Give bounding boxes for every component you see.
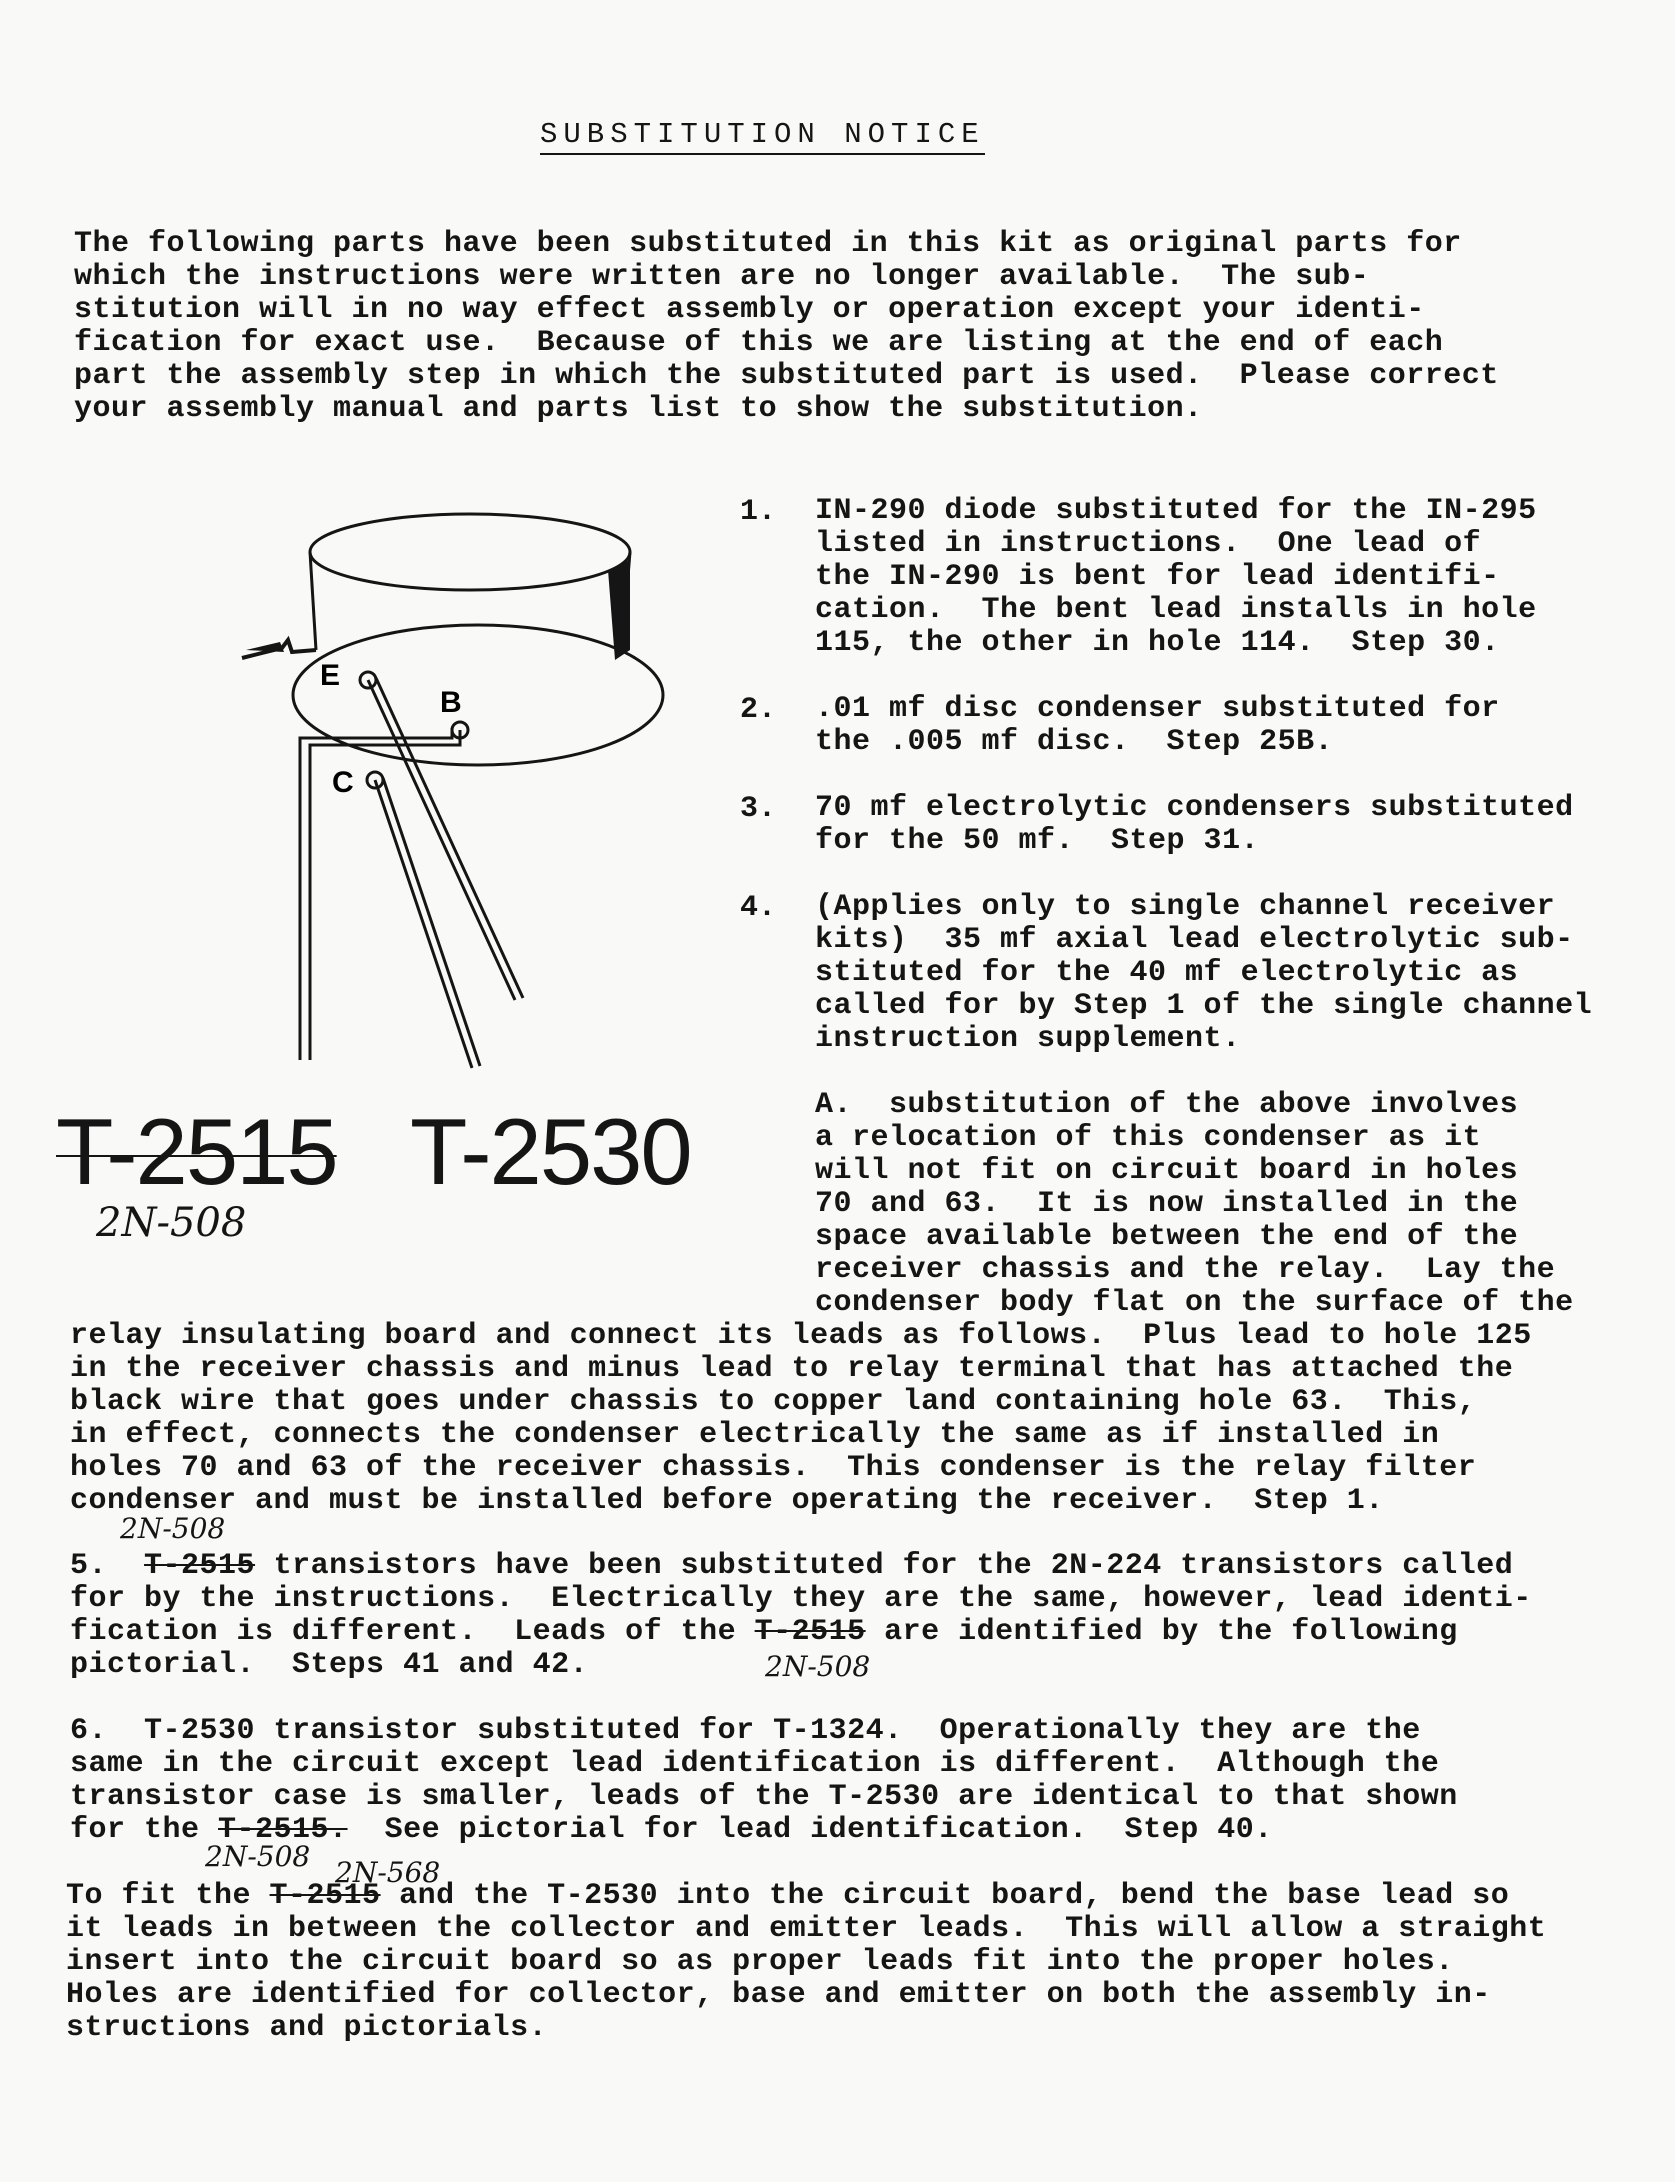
item-line xyxy=(70,1550,1513,1583)
item-line: 70 mf electrolytic condensers substituted xyxy=(815,791,1574,825)
handwritten-correction: 2N-508 xyxy=(120,1512,226,1545)
item-line: stituted for the 40 mf electrolytic as xyxy=(815,956,1519,990)
item-text: for the xyxy=(70,1813,219,1847)
item-line: kits) 35 mf axial lead electrolytic sub- xyxy=(815,923,1574,957)
item-line: receiver chassis and the relay. Lay the xyxy=(815,1253,1556,1287)
struck-part-number: T-2515 xyxy=(269,1879,381,1913)
closing-line: it leads in between the collector and emitter leads. This will allow a straight xyxy=(66,1912,1547,1946)
item-line: relay insulating board and connect its leads as follows. Plus lead to hole 125 xyxy=(70,1319,1532,1353)
intro-line: stitution will in no way effect assembly or operation except your identi- xyxy=(74,293,1425,327)
item-line: the IN-290 is bent for lead identifi- xyxy=(815,560,1500,594)
item-text: See pictorial for lead identification. Step 40. xyxy=(347,1813,1273,1847)
item-line: (Applies only to single channel receiver xyxy=(815,890,1556,924)
item-text: transistors have been substituted for the 2N-224 transistors called xyxy=(255,1549,1514,1583)
handwritten-correction: 2N-508 xyxy=(96,1200,247,1246)
item-line: for by the instructions. Electrically they are the same, however, lead identi- xyxy=(70,1582,1532,1616)
item-line: condenser body flat on the surface of the xyxy=(815,1286,1574,1320)
item-number: 2. xyxy=(740,693,777,727)
item-line xyxy=(70,1616,1458,1649)
closing-text: and the T-2530 into the circuit board, bend the base lead so xyxy=(380,1879,1510,1913)
item-line: A. substitution of the above involves xyxy=(815,1088,1519,1122)
item-number: 1. xyxy=(740,495,777,529)
item-line: space available between the end of the xyxy=(815,1220,1519,1254)
item-line: 70 and 63. It is now installed in the xyxy=(815,1187,1519,1221)
item-line: same in the circuit except lead identification is different. Although the xyxy=(70,1747,1440,1781)
closing-text: To fit the xyxy=(66,1879,270,1913)
item-line: condenser and must be installed before operating the receiver. Step 1. xyxy=(70,1484,1384,1518)
lead-b-label: B xyxy=(440,686,462,719)
item-line: in the receiver chassis and minus lead to relay terminal that has attached the xyxy=(70,1352,1514,1386)
struck-part-label: T-2515 xyxy=(56,1099,337,1204)
item-number: 5. xyxy=(70,1549,108,1583)
item-line: called for by Step 1 of the single channel xyxy=(815,989,1593,1023)
item-line: 6. T-2530 transistor substituted for T-1324. Operationally they are the xyxy=(70,1714,1421,1748)
lead-e-label: E xyxy=(320,659,341,692)
handwritten-correction: 2N-568 xyxy=(335,1856,441,1889)
item-line: for the 50 mf. Step 31. xyxy=(815,824,1260,858)
intro-line: fication for exact use. Because of this we are listing at the end of each xyxy=(74,326,1444,360)
item-line: 115, the other in hole 114. Step 30. xyxy=(815,626,1500,660)
item-line: listed in instructions. One lead of xyxy=(815,527,1482,561)
item-line: cation. The bent lead installs in hole xyxy=(815,593,1537,627)
page-title: SUBSTITUTION NOTICE xyxy=(540,118,985,155)
closing-line xyxy=(66,1880,1509,1913)
item-line: instruction supplement. xyxy=(815,1022,1241,1056)
intro-line: your assembly manual and parts list to show the substitution. xyxy=(74,392,1203,426)
item-line: .01 mf disc condenser substituted for xyxy=(815,692,1500,726)
handwritten-correction: 2N-508 xyxy=(765,1650,871,1683)
item-line: IN-290 diode substituted for the IN-295 xyxy=(815,494,1537,528)
struck-part-number: T-2515. xyxy=(218,1813,348,1847)
item-number: 4. xyxy=(740,891,777,925)
part-label-t2530: T-2530 xyxy=(410,1099,691,1204)
item-line: transistor case is smaller, leads of the T-2530 are identical to that shown xyxy=(70,1780,1458,1814)
item-line: pictorial. Steps 41 and 42. xyxy=(70,1648,589,1682)
item-line: in effect, connects the condenser electrically the same as if installed in xyxy=(70,1418,1440,1452)
closing-line: insert into the circuit board so as proper leads fit into the proper holes. xyxy=(66,1945,1454,1979)
item-line: will not fit on circuit board in holes xyxy=(815,1154,1519,1188)
closing-line: structions and pictorials. xyxy=(66,2011,548,2045)
struck-part-number: T-2515 xyxy=(144,1549,256,1583)
intro-line: The following parts have been substituted in this kit as original parts for xyxy=(74,227,1462,261)
transistor-pictorial xyxy=(220,500,720,1080)
item-line: black wire that goes under chassis to copper land containing hole 63. This, xyxy=(70,1385,1477,1419)
item-line: holes 70 and 63 of the receiver chassis. This condenser is the relay filter xyxy=(70,1451,1477,1485)
closing-line: Holes are identified for collector, base and emitter on both the assembly in- xyxy=(66,1978,1491,2012)
handwritten-correction: 2N-508 xyxy=(205,1840,311,1873)
intro-line: which the instructions were written are no longer available. The sub- xyxy=(74,260,1370,294)
item-line: the .005 mf disc. Step 25B. xyxy=(815,725,1334,759)
item-number: 3. xyxy=(740,792,777,826)
item-text: are identified by the following xyxy=(865,1615,1458,1649)
lead-c-label: C xyxy=(332,766,354,799)
item-line: a relocation of this condenser as it xyxy=(815,1121,1482,1155)
item-text: fication is different. Leads of the xyxy=(70,1615,755,1649)
struck-part-number: T-2515 xyxy=(754,1615,866,1649)
intro-line: part the assembly step in which the substituted part is used. Please correct xyxy=(74,359,1499,393)
